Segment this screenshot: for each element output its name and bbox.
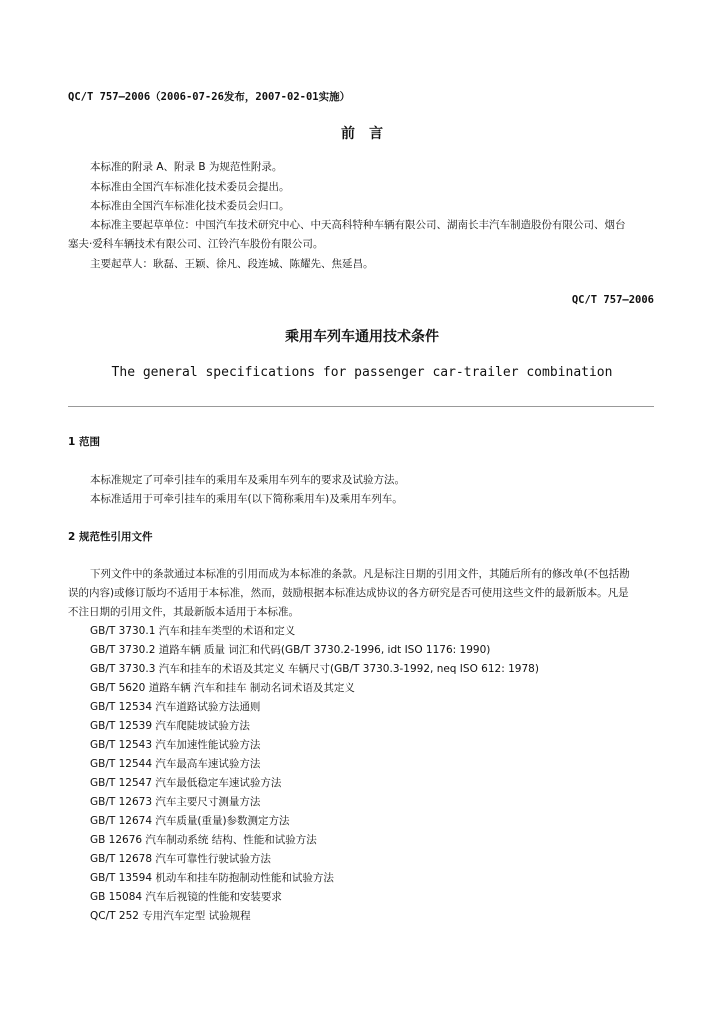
reference-item: GB/T 3730.1 汽车和挂车类型的术语和定义: [90, 625, 296, 637]
section-2-para: 下列文件中的条款通过本标准的引用而成为本标准的条款。凡是标注日期的引用文件，其随后所有的修改单(不包括勘: [90, 568, 630, 580]
reference-item: GB/T 12539 汽车爬陡坡试验方法: [90, 720, 250, 732]
divider: [68, 406, 654, 407]
foreword-para: 本标准的附录 A、附录 B 为规范性附录。: [90, 161, 283, 173]
reference-item: GB/T 12674 汽车质量(重量)参数测定方法: [90, 815, 290, 827]
foreword-para: 本标准主要起草单位：中国汽车技术研究中心、中天高科特种车辆有限公司、湖南长丰汽车制造股份有限公司、烟台: [90, 219, 626, 231]
section-1-heading: 1 范围: [68, 436, 100, 448]
reference-item: GB/T 3730.3 汽车和挂车的术语及其定义 车辆尺寸(GB/T 3730.3-1992, neq ISO 612: 1978): [90, 663, 539, 675]
reference-item: GB/T 12673 汽车主要尺寸测量方法: [90, 796, 261, 808]
title-english: The general specifications for passenger car-trailer combination: [111, 365, 613, 380]
reference-item: GB 12676 汽车制动系统 结构、性能和试验方法: [90, 834, 317, 846]
section-2-para: 误的内容)或修订版均不适用于本标准，然而，鼓励根据本标准达成协议的各方研究是否可使用这些文件的最新版本。凡是: [68, 587, 629, 599]
reference-item: GB/T 12547 汽车最低稳定车速试验方法: [90, 777, 282, 789]
standard-code: QC/T 757—2006: [571, 294, 654, 306]
reference-item: GB/T 12543 汽车加速性能试验方法: [90, 739, 261, 751]
reference-item: GB 15084 汽车后视镜的性能和安装要求: [90, 891, 282, 903]
section-2-heading: 2 规范性引用文件: [68, 531, 153, 543]
foreword-para: 本标准由全国汽车标准化技术委员会提出。: [90, 181, 290, 193]
foreword-title: 前 言: [341, 126, 383, 142]
reference-item: QC/T 252 专用汽车定型 试验规程: [90, 910, 251, 922]
title-chinese: 乘用车列车通用技术条件: [285, 329, 439, 345]
section-2-para: 不注日期的引用文件，其最新版本适用于本标准。: [68, 606, 299, 618]
foreword-para: 本标准由全国汽车标准化技术委员会归口。: [90, 200, 290, 212]
reference-item: GB/T 5620 道路车辆 汽车和挂车 制动名词术语及其定义: [90, 682, 355, 694]
foreword-para: 主要起草人：耿磊、王颖、徐凡、段连城、陈耀先、焦延昌。: [90, 258, 374, 270]
foreword-para: 塞夫·爱科车辆技术有限公司、江铃汽车股份有限公司。: [68, 238, 324, 250]
standard-header: QC/T 757—2006（2006-07-26发布，2007-02-01实施）: [68, 91, 351, 103]
reference-item: GB/T 3730.2 道路车辆 质量 词汇和代码(GB/T 3730.2-1996, idt ISO 1176: 1990): [90, 644, 491, 656]
section-1-para: 本标准规定了可牵引挂车的乘用车及乘用车列车的要求及试验方法。: [90, 474, 405, 486]
reference-item: GB/T 12544 汽车最高车速试验方法: [90, 758, 261, 770]
reference-item: GB/T 13594 机动车和挂车防抱制动性能和试验方法: [90, 872, 334, 884]
reference-item: GB/T 12534 汽车道路试验方法通则: [90, 701, 261, 713]
reference-item: GB/T 12678 汽车可靠性行驶试验方法: [90, 853, 271, 865]
section-1-para: 本标准适用于可牵引挂车的乘用车(以下简称乘用车)及乘用车列车。: [90, 493, 403, 505]
